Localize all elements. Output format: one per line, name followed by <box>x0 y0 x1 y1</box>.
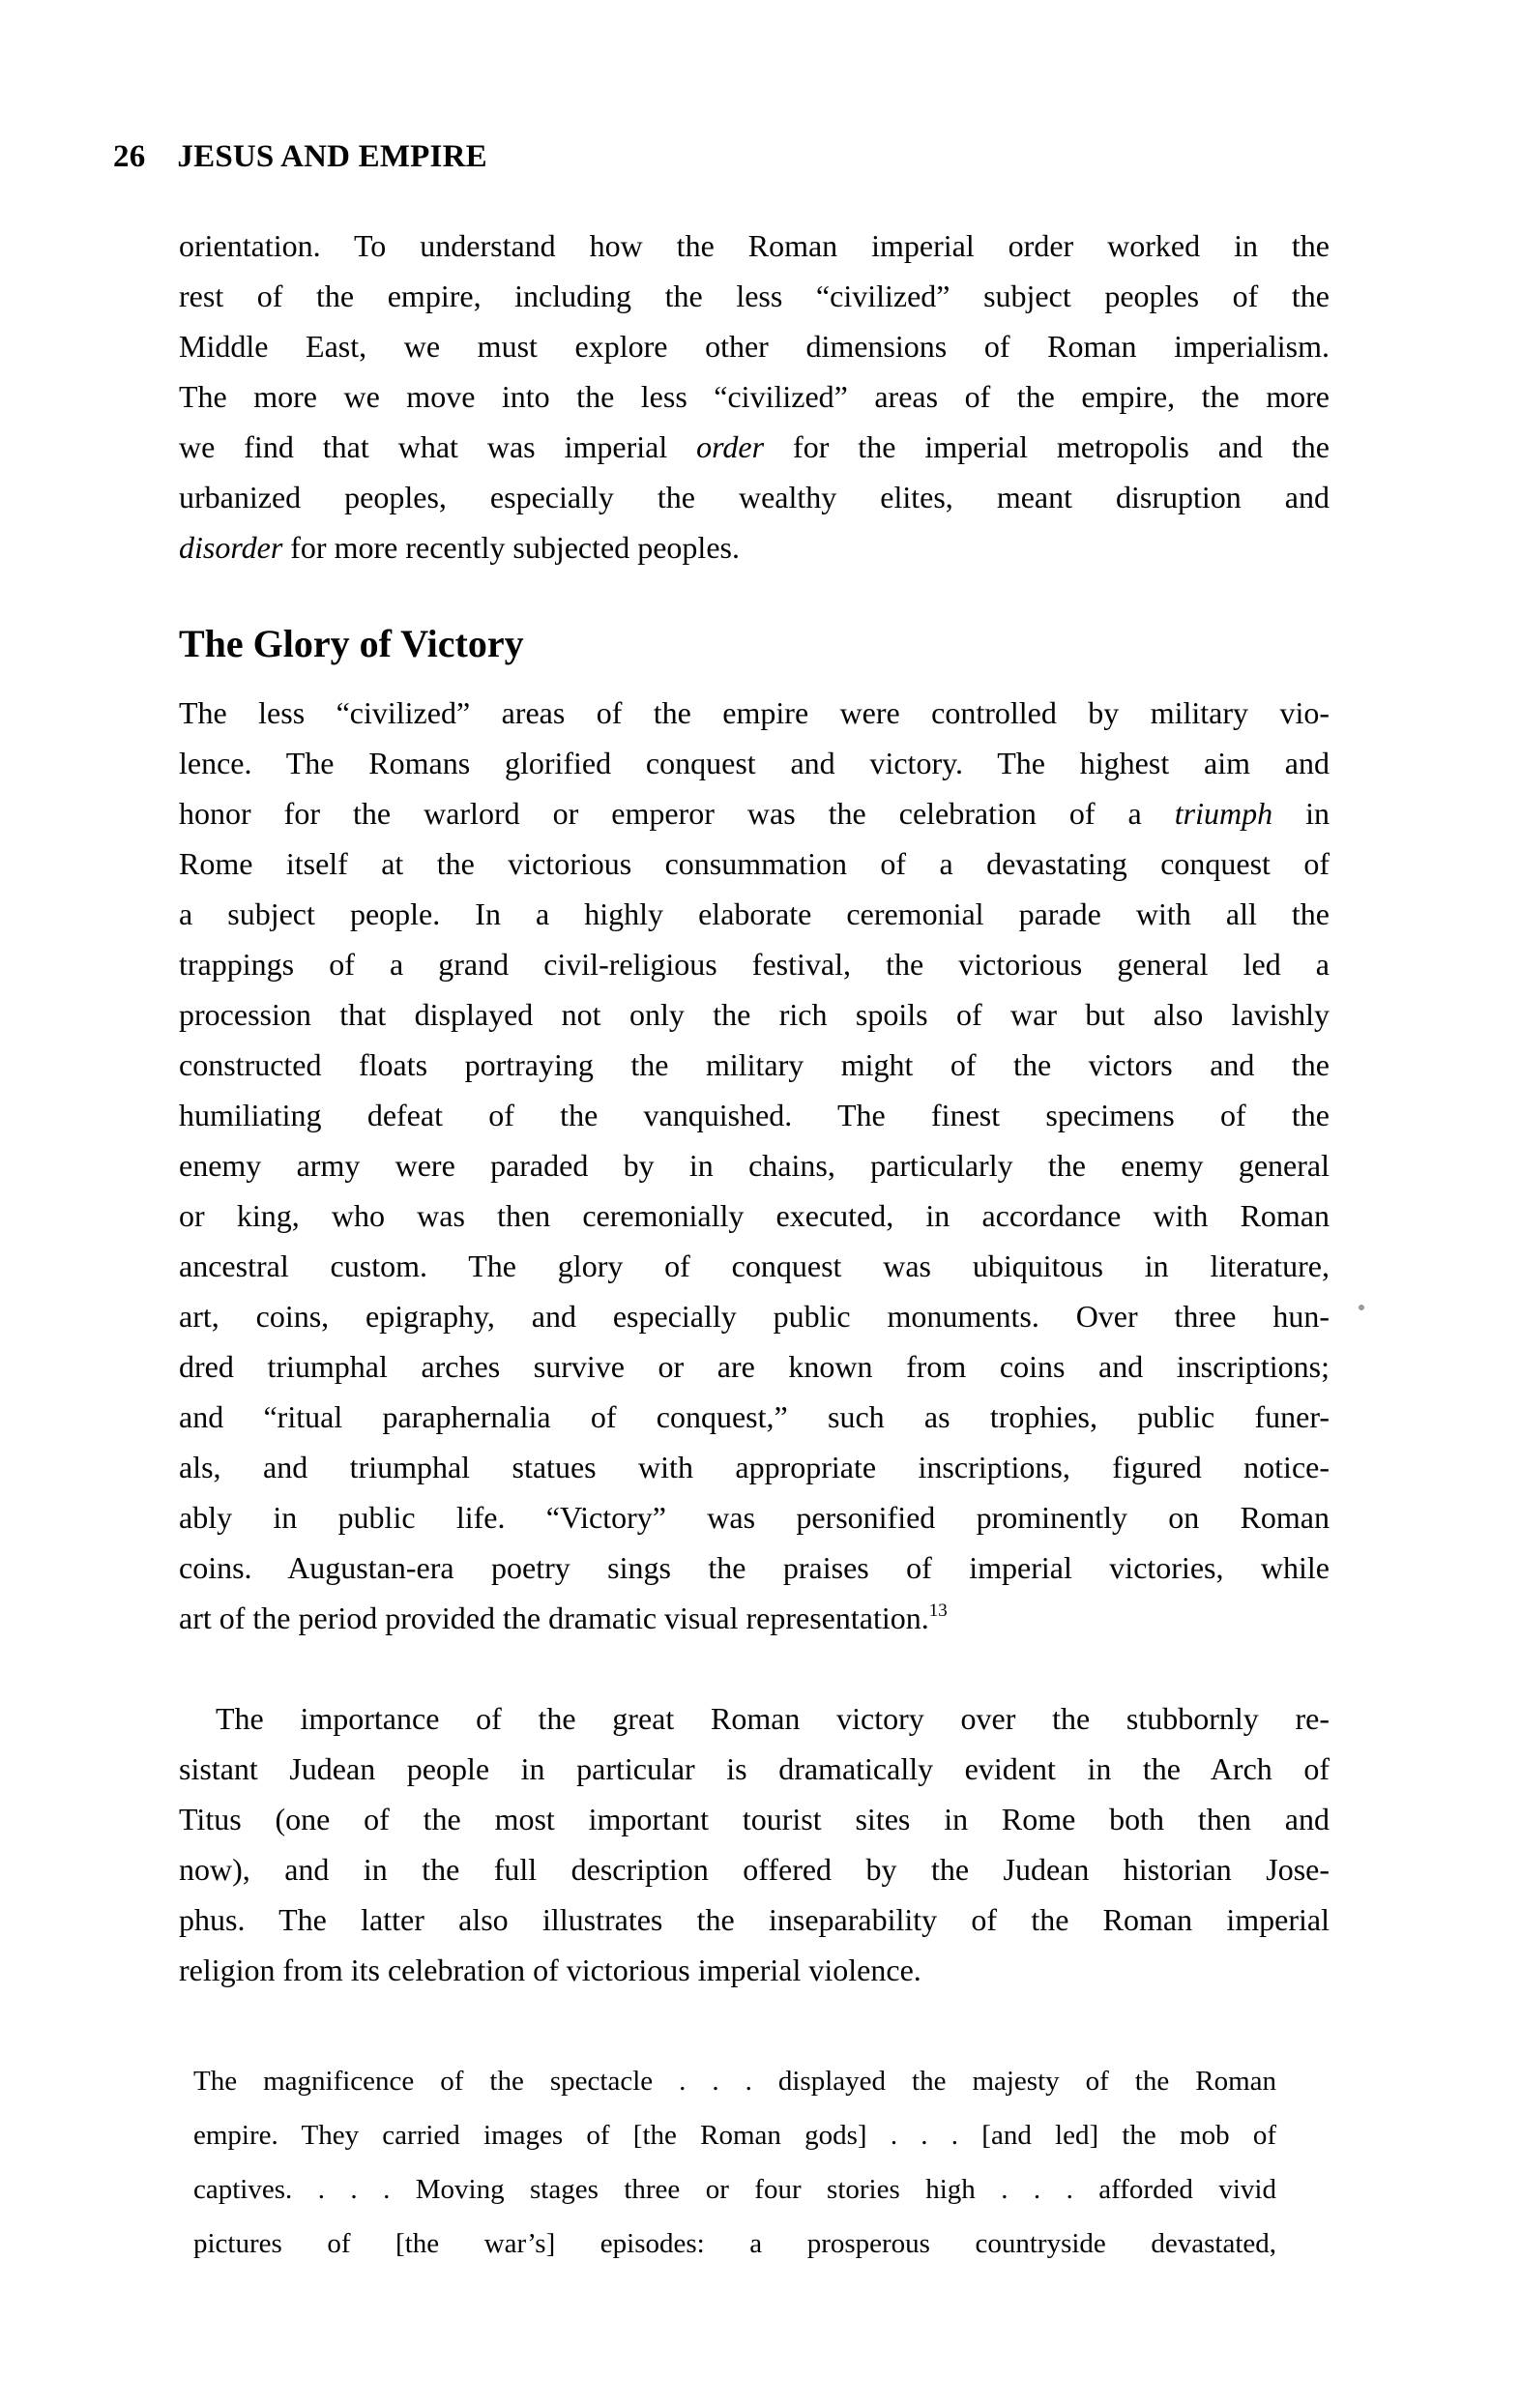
text-line: dred triumphal arches survive or are known from coins and inscriptions; <box>179 1349 1330 1384</box>
text-line <box>179 522 1330 573</box>
block-quote <box>193 2054 1276 2271</box>
text-segment: art of the period provided the dramatic visual representation. <box>179 1600 929 1635</box>
text-line: captives. . . . Moving stages three or four stories high . . . afforded vivid <box>193 2174 1276 2205</box>
text-line: Titus (one of the most important tourist sites in Rome both then and <box>179 1802 1330 1836</box>
text-line: ably in public life. “Victory” was personified prominently on Roman <box>179 1500 1330 1535</box>
text-segment: in <box>1272 796 1330 831</box>
text-line: rest of the empire, including the less “civilized” subject peoples of the <box>179 279 1330 313</box>
text-line: sistant Judean people in particular is dramatically evident in the Arch of <box>179 1751 1330 1786</box>
text-line: constructed floats portraying the military might of the victors and the <box>179 1047 1330 1082</box>
section-heading: The Glory of Victory <box>179 622 524 665</box>
text-line: empire. They carried images of [the Roman gods] . . . [and led] the mob of <box>193 2120 1276 2151</box>
text-line: or king, who was then ceremonially executed, in accordance with Roman <box>179 1198 1330 1233</box>
glory-paragraph <box>179 688 1330 1649</box>
text-line: a subject people. In a highly elaborate ceremonial parade with all the <box>179 896 1330 931</box>
text-line: The more we move into the less “civilized” areas of the empire, the more <box>179 379 1330 414</box>
text-line: art, coins, epigraphy, and especially public monuments. Over three hun- <box>179 1299 1330 1334</box>
text-line: The importance of the great Roman victory over the stubbornly re- <box>216 1701 1330 1736</box>
text-line: and “ritual paraphernalia of conquest,” such as trophies, public funer- <box>179 1399 1330 1434</box>
footnote-reference: 13 <box>928 1600 948 1621</box>
text-line: phus. The latter also illustrates the inseparability of the Roman imperial <box>179 1902 1330 1937</box>
page-number: 26 <box>113 139 146 174</box>
text-line: trappings of a grand civil-religious festival, the victorious general led a <box>179 947 1330 982</box>
text-segment: we find that what was imperial <box>179 429 697 464</box>
text-line <box>179 788 1330 838</box>
text-line: Rome itself at the victorious consummation of a devastating conquest of <box>179 846 1330 881</box>
italic-word: disorder <box>179 530 283 565</box>
text-line: pictures of [the war’s] episodes: a prosperous countryside devastated, <box>193 2228 1276 2259</box>
text-line: ancestral custom. The glory of conquest was ubiquitous in literature, <box>179 1248 1330 1283</box>
text-segment: for more recently subjected peoples. <box>282 530 740 565</box>
text-line: now), and in the full description offered by the Judean historian Jose- <box>179 1852 1330 1887</box>
text-line: The less “civilized” areas of the empire were controlled by military vio- <box>179 695 1330 730</box>
text-line: The magnificence of the spectacle . . . displayed the majesty of the Roman <box>193 2066 1276 2097</box>
text-line: enemy army were paraded by in chains, particularly the enemy general <box>179 1148 1330 1183</box>
text-line <box>179 1593 1330 1649</box>
text-line <box>179 422 1330 472</box>
running-title: JESUS AND EMPIRE <box>177 139 487 174</box>
text-line: lence. The Romans glorified conquest and victory. The highest aim and <box>179 746 1330 780</box>
text-line: urbanized peoples, especially the wealthy elites, meant disruption and <box>179 480 1330 514</box>
importance-paragraph <box>179 1693 1330 1995</box>
text-line: als, and triumphal statues with appropriate inscriptions, figured notice- <box>179 1450 1330 1484</box>
text-line: orientation. To understand how the Roman imperial order worked in the <box>179 228 1330 263</box>
text-segment: honor for the warlord or emperor was the celebration of a <box>179 796 1175 831</box>
text-line: procession that displayed not only the rich spoils of war but also lavishly <box>179 997 1330 1032</box>
running-head <box>113 139 487 174</box>
intro-paragraph <box>179 220 1330 573</box>
italic-word: order <box>696 429 765 464</box>
scan-artifact-dot <box>1359 1305 1364 1310</box>
text-line: coins. Augustan-era poetry sings the praises of imperial victories, while <box>179 1550 1330 1585</box>
text-segment: for the imperial metropolis and the <box>764 429 1330 464</box>
text-line: religion from its celebration of victorious imperial violence. <box>179 1953 921 1987</box>
text-line: Middle East, we must explore other dimensions of Roman imperialism. <box>179 329 1330 364</box>
text-line: humiliating defeat of the vanquished. The finest specimens of the <box>179 1098 1330 1132</box>
italic-word: triumph <box>1174 796 1273 831</box>
